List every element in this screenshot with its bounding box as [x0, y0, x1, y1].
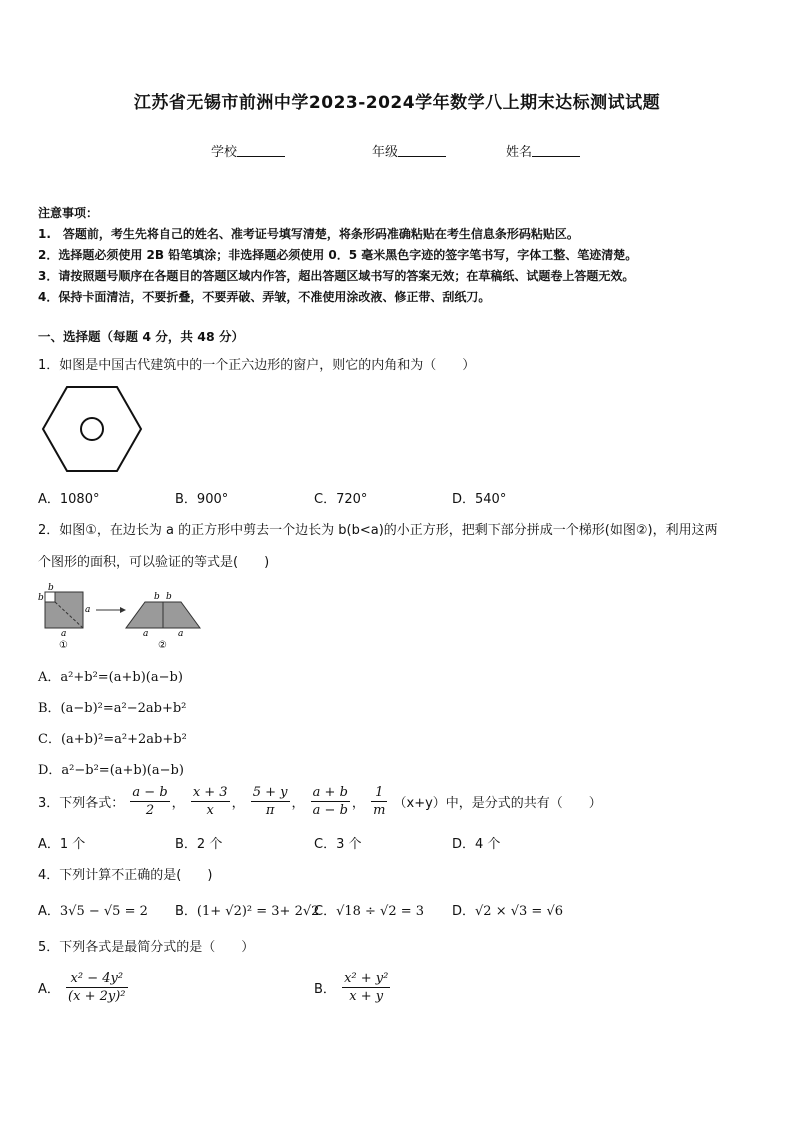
q2-stem-line1: 2．如图①，在边长为 a 的正方形中剪去一个边长为 b(b<a)的小正方形，把剩下部分拼成一个梯形(如图②)，利用这两	[38, 523, 718, 538]
grade-label: 年级	[372, 145, 399, 160]
q4-expr-b: (1+ √2)² = 3+ 2√2	[196, 904, 320, 919]
q3-suffix: （x+y）中，是分式的共有（ ）	[393, 796, 602, 811]
q1-option-c: C．720°	[314, 492, 368, 507]
q4-expr-d: √2 × √3 = √6	[475, 904, 563, 919]
label-a-trap-right: a	[178, 629, 184, 639]
label-b-left: b	[38, 593, 44, 603]
notes-item: 2．选择题必须使用 2B 铅笔填涂；非选择题必须使用 0．5 毫米黑色字迹的签字笔书写，字体工整、笔迹清楚。	[38, 248, 638, 262]
q3-option-b: B．2 个	[175, 837, 223, 852]
q3-fraction-4: $\frac{a + b}{a - b}$	[312, 785, 348, 818]
q4-option-d: D．√2 × √3 = √6	[452, 904, 563, 919]
q4-option-c: C．√18 ÷ √2 = 3	[314, 904, 425, 919]
q3-option-c: C．3 个	[314, 837, 362, 852]
q3-option-d: D．4 个	[452, 837, 501, 852]
label-b-top: b	[48, 583, 54, 593]
notes-item: 4．保持卡面清洁，不要折叠，不要弄破、弄皱，不准使用涂改液、修正带、刮纸刀。	[38, 290, 491, 304]
grade-field	[372, 141, 446, 160]
label-a-bottom: a	[61, 629, 67, 639]
notes-item: 3．请按照题号顺序在各题目的答题区域内作答，超出答题区域书写的答案无效；在草稿纸、试题卷上答题无效。	[38, 269, 635, 283]
label-b-trap-right: b	[166, 592, 172, 602]
q4-expr-a: 3√5 − √5 = 2	[59, 904, 148, 919]
cut-small-square	[45, 592, 55, 602]
hexagon-window-figure	[40, 385, 144, 475]
hexagon-center-circle	[81, 418, 103, 440]
school-field	[211, 141, 285, 160]
q3-fraction-2: $\frac{x + 3}{x}$	[192, 785, 228, 818]
q5-fraction-a: $\frac{\text{x² − 4y²}}{\text{(x + 2y)²}}$	[68, 971, 126, 1004]
q5-option-a: A． $\frac{\text{x² − 4y²}}{\text{(x + 2y)²}}$	[38, 971, 126, 1004]
q3-fraction-1: $\frac{a - b}{2}$	[132, 785, 168, 818]
q5-option-b: B． $\frac{\text{x² + y²}}{x + y}$	[314, 971, 389, 1004]
q1-option-a: A．1080°	[38, 492, 100, 507]
arrow-icon	[120, 607, 126, 613]
figure-2-label: ②	[158, 640, 167, 651]
school-blank	[237, 143, 285, 157]
name-blank	[532, 143, 580, 157]
q3-prefix: 3．下列各式：	[38, 796, 125, 811]
q3-stem: 3．下列各式： $\frac{a - b}{2}$ ， $\frac{x + 3}{x}$ ， $\frac{5 + y}{\pi}$ ， $\frac{a + b}{a - b}$ ， $\frac{1}{m}$ （x+y）中，是分式的共有（ ）	[38, 785, 602, 818]
label-a-trap-left: a	[143, 629, 149, 639]
q1-stem: 1．如图是中国古代建筑中的一个正六边形的窗户，则它的内角和为（ ）	[38, 358, 476, 373]
section-heading: 一、选择题（每题 4 分，共 48 分）	[38, 329, 245, 344]
q3-option-a: A．1 个	[38, 837, 86, 852]
q5-fraction-b: $\frac{\text{x² + y²}}{x + y}$	[344, 971, 389, 1004]
q3-fraction-3: $\frac{5 + y}{\pi}$	[252, 785, 288, 818]
q3-fraction-5: $\frac{1}{m}$	[373, 785, 386, 818]
q5-stem: 5．下列各式是最简分式的是（ ）	[38, 940, 255, 955]
name-label: 姓名	[506, 145, 533, 160]
q1-option-b: B．900°	[175, 492, 229, 507]
q2-option-b: B．(a−b)²=a²−2ab+b²	[38, 701, 187, 716]
school-label: 学校	[211, 145, 238, 160]
q2-option-a: A．a²+b²=(a+b)(a−b)	[38, 670, 183, 685]
hexagon-shape	[43, 387, 141, 471]
grade-blank	[398, 143, 446, 157]
notes-heading: 注意事项：	[38, 206, 99, 220]
q4-expr-c: √18 ÷ √2 = 3	[336, 904, 425, 919]
square-trapezoid-figure	[36, 582, 206, 652]
q2-option-d: D．a²−b²=(a+b)(a−b)	[38, 763, 184, 778]
q2-option-c: C．(a+b)²=a²+2ab+b²	[38, 732, 187, 747]
page-title: 江苏省无锡市前洲中学2023-2024学年数学八上期末达标测试试题	[133, 93, 661, 113]
label-a-right: a	[85, 605, 91, 615]
notes-item: 1. 答题前，考生先将自己的姓名、准考证号填写清楚，将条形码准确粘贴在考生信息条形码粘贴区。	[38, 227, 579, 241]
label-b-trap-left: b	[154, 592, 160, 602]
q1-option-d: D．540°	[452, 492, 507, 507]
figure-1-label: ①	[59, 640, 68, 651]
notes-block	[38, 203, 637, 308]
q4-option-a: A．3√5 − √5 = 2	[38, 904, 148, 919]
q4-stem: 4．下列计算不正确的是( )	[38, 868, 213, 883]
name-field	[506, 141, 580, 160]
q4-option-b: B．(1+ √2)² = 3+ 2√2	[175, 904, 320, 919]
q2-stem-line2: 个图形的面积，可以验证的等式是( )	[38, 555, 270, 570]
